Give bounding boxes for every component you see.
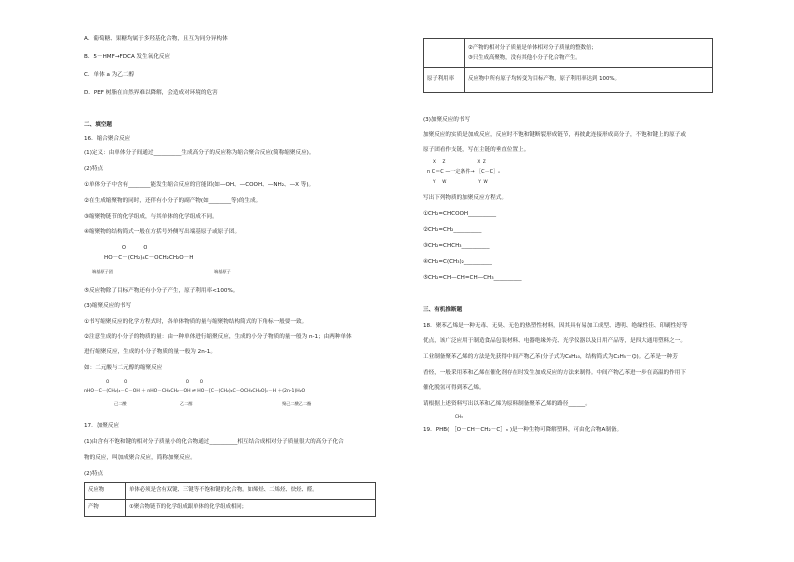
- q17-item-2: ②CH₂=CH₂__________: [423, 227, 482, 233]
- table-row: [424, 39, 713, 68]
- q16-equation-rule-2a: ②注意生成的小分子的物质的量：由一种单体进行缩聚反应，生成的小分子物质的量一般为 n-1；由两种单体: [84, 334, 352, 340]
- q17-write-instruction: 写出下列物质的加聚反应方程式。: [423, 195, 507, 201]
- q17-equation-title: (3)加聚反应的书写: [423, 117, 471, 123]
- q16-feature-4: ④缩聚物的结构简式一般在方括号外侧写出端基原子或原子团。: [84, 229, 241, 235]
- section-title-organic-inference: 三、有机推断题: [423, 307, 463, 313]
- q16-definition: (1)定义：由单体分子间通过__________生成高分子的反应称为缩合聚合反应(简称缩聚反应)。: [84, 150, 315, 156]
- table-row: [85, 500, 376, 517]
- table-body-cell: ①聚合物链节的化学组成跟单体的化学组成相同；: [126, 500, 376, 517]
- q18-line-d: 香烃，一般采用苯和乙烯在催化剂存在时发生加成反应的方法来制得。中间产物乙苯进一步在高温的作用下: [423, 370, 686, 376]
- q16-feature-5: ⑤反应物除了目标产物还有小分子产生，原子利用率<100%。: [84, 288, 239, 294]
- q17-item-3: ③CH₂=CHCH₃__________: [423, 243, 490, 249]
- q18-line-c: 工业制备聚苯乙烯的方法是先获得中间产物乙苯(分子式为C₈H₁₀，结构简式为C₂H₅－⌬)。乙苯是一种芳: [423, 354, 678, 360]
- addition-polymerization-scheme: X Z X Z n C＝C —一定条件→ ［C－C］ₙ Y W Y W: [427, 159, 501, 184]
- q16-equation-title: (3)缩聚反应的书写: [84, 303, 132, 309]
- formula-1-text: HO－C－(CH₂)₄C－OCH₂CH₂O－H: [104, 255, 194, 261]
- table-body-cell: 单体必须是含有双键、三键等不饱和键的化合物。如烯烃、二烯烃、炔烃、醛。: [126, 483, 376, 500]
- q17-equation-text-b: 原子团看作支链，写在主链的垂直位置上。: [423, 147, 530, 153]
- q17-title: 17．加聚反应: [84, 423, 120, 429]
- q18-line-f: 请根据上述资料写出以苯和乙烯为原料制备聚苯乙烯的路径______。: [423, 401, 591, 407]
- option-a: A．葡萄糖、果糖均属于多羟基化合物，且互为同分异构体: [84, 36, 228, 42]
- table-row: [424, 68, 713, 93]
- q16-feature-1: ①单体分子中含有________能发生缩合反应的官能团(如—OH、—COOH、—NH₂、—X 等)。: [84, 182, 315, 188]
- addition-polymer-table: [84, 482, 376, 517]
- q17-feature-title: (2)特点: [84, 471, 104, 477]
- end-group-label: 端基原子团: [92, 269, 113, 274]
- polyester-structure-formula: O O HO－C－(CH₂)₄C－OCH₂CH₂O－H 端基原子团 端基原子: [92, 245, 231, 274]
- q17-item-5: ⑤CH₂=CH—CH=CH—CH₃__________: [423, 275, 522, 281]
- addition-polymer-table-continued: [423, 38, 713, 93]
- q17-definition-b: 物的反应，叫加成聚合反应，简称加聚反应。: [84, 455, 196, 461]
- q16-equation-rule-1: ①书写缩聚反应的化学方程式时，各单体物质的量与缩聚物结构简式的下角标一般要一致。: [84, 319, 308, 325]
- q17-item-4: ④CH₂=C(CH₃)₂__________: [423, 259, 492, 265]
- table-body-line: ③只生成高聚物，没有其他小分子化合物产生。: [468, 55, 581, 61]
- q16-title: 16．缩合聚合反应: [84, 136, 131, 142]
- q17-item-1: ①CH₂=CHCOOH__________: [423, 211, 497, 217]
- phb-methyl-label: CH₃: [455, 414, 463, 419]
- q17-definition-a: (1)由含有不饱和键的相对分子质量小的化合物通过__________相互结合成相对分子质量很大的高分子化合: [84, 439, 344, 445]
- polycondensation-equation: O O O O nHO－C－(CH₂)₄－C－OH ＋ nHO－CH₂CH₂－OH ⇌ HO－[C－(CH₂)₄C－OCH₂CH₂O]ₙ－H ＋(2n-1)H₂O 己二酸 乙二醇 聚己二酸乙二酯: [84, 379, 312, 406]
- table-body-line: ②产物的相对分子质量是单体相对分子质量的整数倍；: [468, 44, 597, 51]
- table-head-cell: [424, 39, 465, 68]
- formula-2-text: nHO－C－(CH₂)₄－C－OH ＋ nHO－CH₂CH₂－OH ⇌ HO－[C－(CH₂)₄C－OCH₂CH₂O]ₙ－H ＋(2n-1)H₂O: [84, 389, 306, 394]
- ethylene-glycol-label: 乙二醇: [180, 401, 193, 406]
- section-title-fill-blank: 二、填空题: [84, 122, 112, 128]
- q16-feature-2: ②在生成缩聚物的同时，还伴有小分子的副产物(如________等)的生成。: [84, 198, 262, 204]
- q16-feature-title: (2)特点: [84, 166, 104, 172]
- polyester-label: 聚己二酸乙二酯: [282, 401, 312, 406]
- q19-text: 19．PHB( ［O－CH－CH₂－C］ₙ )是一种生物可降解塑料，可由化合物A制备。: [423, 427, 623, 433]
- table-body-cell: [465, 39, 713, 68]
- table-head-cell: 产物: [85, 500, 126, 517]
- table-body-cell: 反应物中所有原子均转变为目标产物，原子利用率达到 100%。: [465, 68, 713, 93]
- option-d: D．PEF 树脂在自然界难以降解，会造成对环境的危害: [84, 90, 218, 96]
- q16-equation-example: 如：二元酸与二元醇的缩聚反应: [84, 365, 163, 371]
- q16-feature-3: ③缩聚物链节的化学组成，与其单体的化学组成不同。: [84, 214, 218, 220]
- end-atom-label: 端基原子: [214, 269, 231, 274]
- q18-line-e: 催化脱氢可得到苯乙烯。: [423, 385, 485, 391]
- adipic-acid-label: 己二酸: [114, 401, 127, 406]
- q18-line-a: 18．聚苯乙烯是一种无毒、无臭、无色的热塑性材料，因其具有易加工成型、透明、绝缘性佳、印刷性好等: [423, 323, 688, 329]
- q18-line-b: 优点，该广泛应用于制造食品包装材料、电器绝缘外壳、光学仪器以及日用产品等，是四大通用塑料之一。: [423, 338, 686, 344]
- q16-equation-rule-2b: 进行缩聚反应，生成的小分子物质的量一般为 2n-1。: [84, 349, 216, 355]
- formula-3-text: n C＝C —一定条件→ ［C－C］ₙ: [427, 169, 501, 175]
- option-b: B．5－HMF→FDCA 发生氧化反应: [84, 54, 171, 60]
- table-row: [85, 483, 376, 500]
- table-head-cell: 反应物: [85, 483, 126, 500]
- q17-equation-text-a: 加聚反应的实质是加成反应，反应时不饱和键断裂形成链节，再彼此连接形成高分子，不饱和键上的原子或: [423, 132, 686, 138]
- table-head-cell: 原子利用率: [424, 68, 465, 93]
- option-c: C．单体 a 为乙二醇: [84, 72, 135, 78]
